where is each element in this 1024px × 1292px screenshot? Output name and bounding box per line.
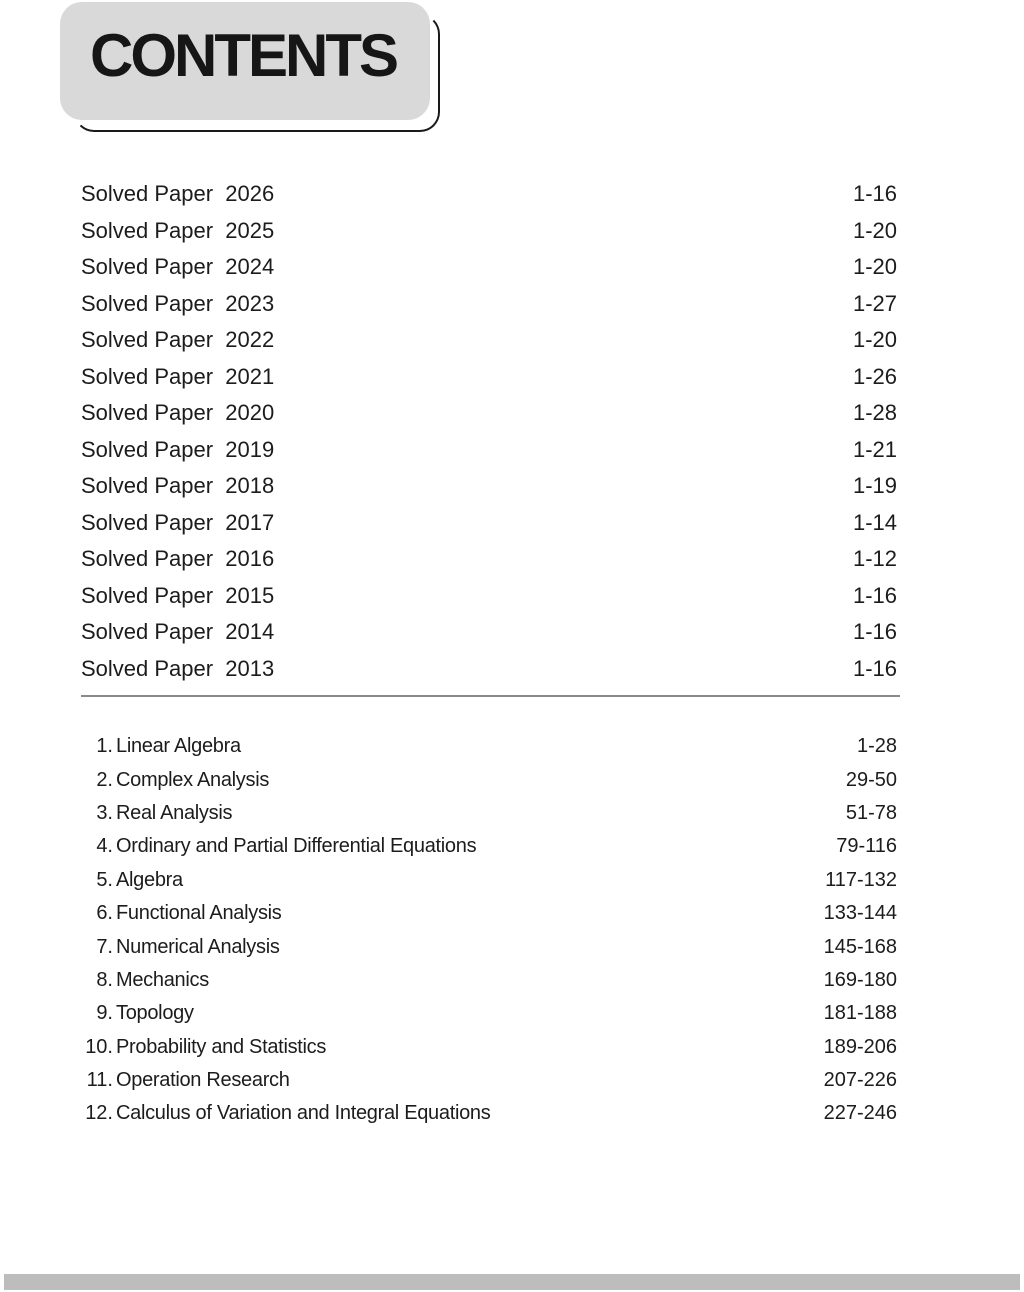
solved-paper-pages: 1-16 <box>852 655 897 681</box>
chapter-row[interactable] <box>81 730 897 763</box>
solved-paper-pages: 1-12 <box>852 546 897 572</box>
solved-paper-row[interactable] <box>81 395 897 432</box>
chapter-row[interactable] <box>81 830 897 863</box>
solved-paper-row[interactable] <box>81 213 897 250</box>
chapter-row[interactable] <box>81 897 897 930</box>
chapter-number: 2. <box>96 768 113 791</box>
solved-paper-row[interactable] <box>81 176 897 213</box>
chapter-title: Linear Algebra <box>116 735 241 758</box>
solved-paper-row[interactable] <box>81 505 897 542</box>
chapter-pages: 1-28 <box>856 735 897 758</box>
chapter-title: Calculus of Variation and Integral Equations <box>116 1102 491 1125</box>
solved-paper-label: Solved Paper 2018 <box>81 473 275 499</box>
solved-paper-label: Solved Paper 2023 <box>81 290 275 316</box>
solved-paper-label: Solved Paper 2024 <box>81 254 275 280</box>
solved-paper-pages: 1-16 <box>852 619 897 645</box>
solved-paper-row[interactable] <box>81 541 897 578</box>
chapter-pages: 207-226 <box>823 1069 897 1092</box>
solved-paper-label: Solved Paper 2014 <box>81 619 275 645</box>
chapter-title: Probability and Statistics <box>116 1035 327 1058</box>
solved-paper-label: Solved Paper 2017 <box>81 509 275 535</box>
solved-paper-label: Solved Paper 2026 <box>81 181 275 207</box>
chapter-title: Mechanics <box>116 968 209 991</box>
chapter-pages: 145-168 <box>823 935 897 958</box>
solved-paper-label: Solved Paper 2021 <box>81 363 275 389</box>
chapter-title: Numerical Analysis <box>116 935 280 958</box>
chapter-title: Algebra <box>116 868 183 891</box>
chapter-number: 9. <box>96 1002 113 1025</box>
solved-paper-label: Solved Paper 2013 <box>81 655 275 681</box>
chapter-title: Real Analysis <box>116 801 233 824</box>
solved-paper-label: Solved Paper 2025 <box>81 217 275 243</box>
chapter-row[interactable] <box>81 964 897 997</box>
solved-paper-label: Solved Paper 2019 <box>81 436 275 462</box>
solved-paper-row[interactable] <box>81 614 897 651</box>
chapter-title: Complex Analysis <box>116 768 270 791</box>
chapter-number: 11. <box>86 1069 113 1092</box>
chapter-pages: 169-180 <box>823 968 897 991</box>
solved-paper-pages: 1-28 <box>852 400 897 426</box>
footer-bar <box>4 1274 1020 1290</box>
solved-paper-row[interactable] <box>81 322 897 359</box>
chapter-row[interactable] <box>81 1031 897 1064</box>
chapter-number: 6. <box>96 902 113 925</box>
chapter-pages: 133-144 <box>823 902 897 925</box>
chapter-row[interactable] <box>81 797 897 830</box>
solved-paper-row[interactable] <box>81 249 897 286</box>
solved-paper-row[interactable] <box>81 432 897 469</box>
chapter-pages: 189-206 <box>823 1035 897 1058</box>
solved-paper-pages: 1-26 <box>852 363 897 389</box>
chapter-number: 8. <box>96 968 113 991</box>
solved-paper-row[interactable] <box>81 286 897 323</box>
chapter-pages: 181-188 <box>823 1002 897 1025</box>
chapter-row[interactable] <box>81 997 897 1030</box>
solved-paper-label: Solved Paper 2020 <box>81 400 275 426</box>
chapter-row[interactable] <box>81 1064 897 1097</box>
solved-paper-pages: 1-21 <box>852 436 897 462</box>
chapter-row[interactable] <box>81 864 897 897</box>
chapter-title: Ordinary and Partial Differential Equations <box>116 835 477 858</box>
solved-papers-list <box>81 176 897 687</box>
chapter-row[interactable] <box>81 1097 897 1130</box>
chapter-pages: 227-246 <box>823 1102 897 1125</box>
chapter-title: Operation Research <box>116 1069 290 1092</box>
chapter-title: Topology <box>116 1002 194 1025</box>
chapter-pages: 79-116 <box>836 835 897 858</box>
solved-paper-label: Solved Paper 2016 <box>81 546 275 572</box>
chapter-row[interactable] <box>81 763 897 796</box>
section-divider <box>81 695 900 697</box>
solved-paper-pages: 1-19 <box>852 473 897 499</box>
solved-paper-pages: 1-14 <box>852 509 897 535</box>
solved-paper-pages: 1-20 <box>852 217 897 243</box>
solved-paper-pages: 1-16 <box>852 582 897 608</box>
chapter-number: 1. <box>96 735 113 758</box>
solved-paper-row[interactable] <box>81 359 897 396</box>
solved-paper-label: Solved Paper 2015 <box>81 582 275 608</box>
chapter-pages: 51-78 <box>845 801 897 824</box>
chapter-pages: 29-50 <box>845 768 897 791</box>
solved-paper-label: Solved Paper 2022 <box>81 327 275 353</box>
solved-paper-row[interactable] <box>81 578 897 615</box>
chapter-pages: 117-132 <box>825 868 897 891</box>
solved-paper-row[interactable] <box>81 468 897 505</box>
chapter-row[interactable] <box>81 930 897 963</box>
chapter-number: 12. <box>85 1102 113 1125</box>
solved-paper-pages: 1-16 <box>852 181 897 207</box>
chapter-number: 4. <box>96 835 113 858</box>
chapter-number: 7. <box>96 935 113 958</box>
chapter-number: 3. <box>96 801 113 824</box>
contents-title-badge <box>60 2 446 134</box>
chapter-title: Functional Analysis <box>116 902 282 925</box>
solved-paper-row[interactable] <box>81 651 897 688</box>
solved-paper-pages: 1-27 <box>852 290 897 316</box>
chapter-number: 10. <box>85 1035 113 1058</box>
page-title: CONTENTS <box>90 22 396 89</box>
chapters-list <box>81 730 897 1131</box>
chapter-number: 5. <box>96 868 113 891</box>
solved-paper-pages: 1-20 <box>852 327 897 353</box>
solved-paper-pages: 1-20 <box>852 254 897 280</box>
